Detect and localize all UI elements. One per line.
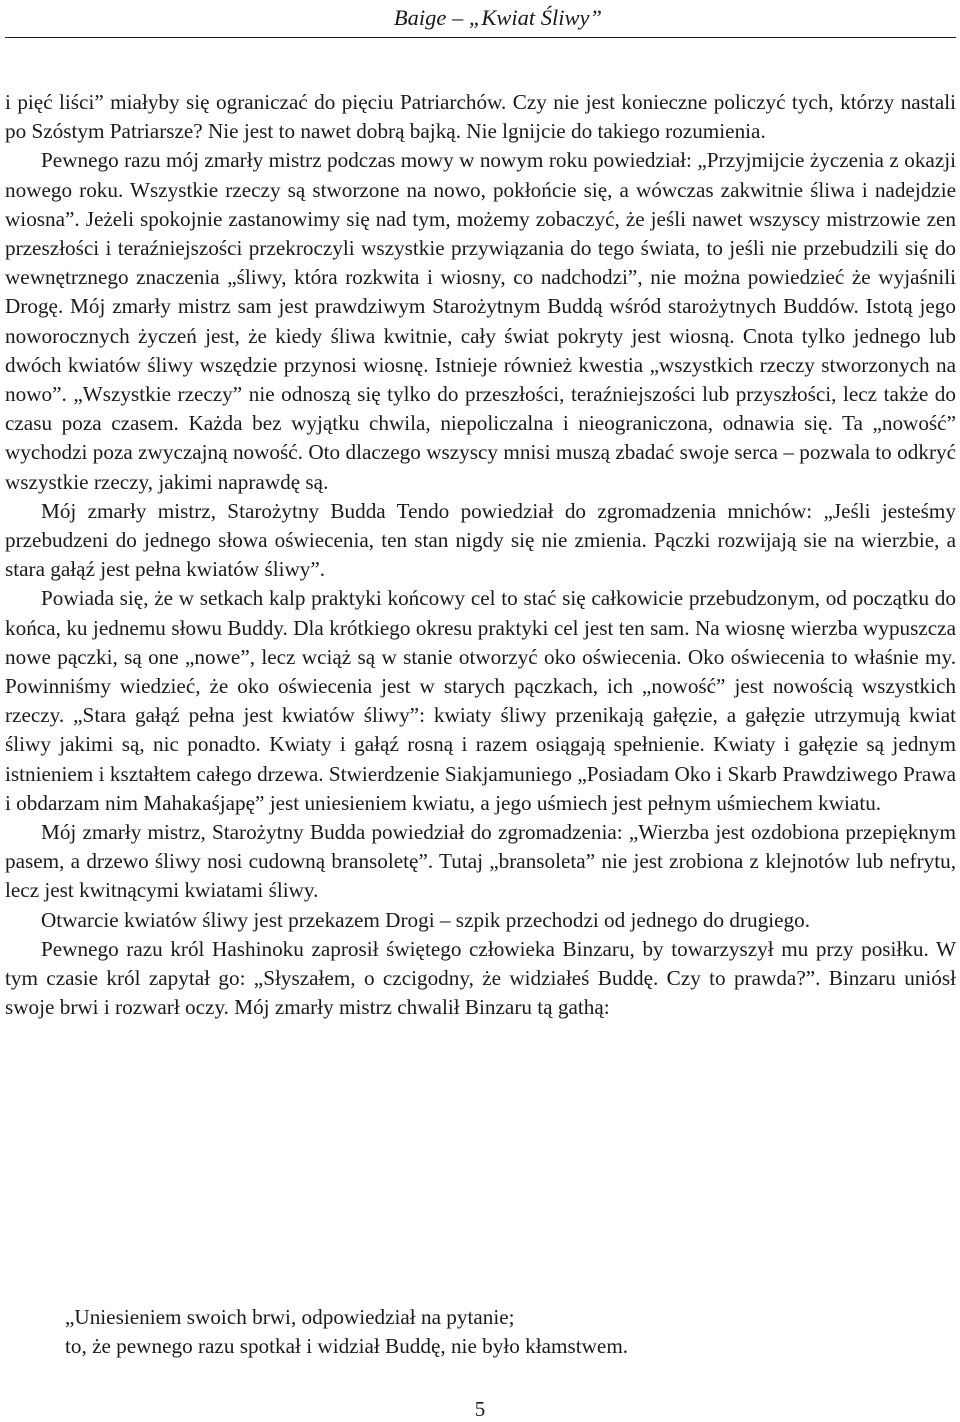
header-rule: [5, 37, 956, 38]
paragraph-new-year-speech: Pewnego razu mój zmarły mistrz podczas mowy w nowym roku powiedział: „Przyjmijcie życzenia z okazji nowego roku. Wszystkie rzeczy są stworzone na nowo, pokłońcie się, a wówczas zakwitnie śliwa i nadejdzie wiosna”. Jeżeli spokojnie zastanowimy się nad tym, możemy zobaczyć, że jeśli nawet wszyscy mistrzowie zen przeszłości i teraźniejszości przekroczyli wszystkie przywiązania do tego świata, to jeśli nie przebudzili się do wewnętrznego znaczenia „śliwy, która rozkwita i wiosny, co nadchodzi”, nie można powiedzieć że wyjaśnili Drogę. Mój zmarły mistrz sam jest prawdziwym Starożytnym Buddą wśród starożytnych Buddów. Istotą jego noworocznych życzeń jest, że kiedy śliwa kwitnie, cały świat pokryty jest wiosną. Cnota tylko jednego lub dwóch kwiatów śliwy wszędzie przynosi wiosnę. Istnieje również kwestia „wszystkich rzeczy stworzonych na nowo”. „Wszystkie rzeczy” nie odnoszą się tylko do przeszłości, teraźniejszości lub przyszłości, lecz także do czasu poza czasem. Każda bez wyjątku chwila, niepoliczalna i nieograniczona, odnawia się. Ta „nowość” wychodzi poza zwyczajną nowość. Oto dlaczego wszyscy mnisi muszą zbadać swoje serca – pozwala to odkryć wszystkie rzeczy, jakimi naprawdę są.: [5, 148, 956, 494]
gatha-line: to, że pewnego razu spotkał i widział Buddę, nie było kłamstwem.: [65, 1334, 629, 1359]
paragraph-transmission: Otwarcie kwiatów śliwy jest przekazem Drogi – szpik przechodzi od jednego do drugiego.: [41, 907, 810, 932]
gatha-verse: [65, 1303, 945, 1361]
running-header: Baige – „Kwiat Śliwy”: [393, 5, 602, 30]
paragraph-kalpas-practice: Powiada się, że w setkach kalp praktyki końcowy cel to stać się całkowicie przebudzonym, od początku do końca, ku jednemu słowu Buddy. Dla krótkiego okresu praktyki cel jest ten sam. Na wiosnę wierzba wypuszcza nowe pączki, są one „nowe”, lecz wciąż są w stanie otworzyć oko oświecenia. Oko oświecenia to właśnie my. Powinniśmy wiedzieć, że oko oświecenia jest w starych pączkach, ich „nowość” jest nowością wszystkich rzeczy. „Stara gałąź pełna jest kwiatów śliwy”: kwiaty śliwy przenikają gałęzie, a gałęzie utrzymują kwiat śliwy jakimi są, nic ponadto. Kwiaty i gałąź rosną i razem osiągają spełnienie. Kwiaty i gałęzie są jednym istnieniem i kształtem całego drzewa. Stwierdzenie Siakjamuniego „Posiadam Oko i Skarb Prawdziwego Prawa i obdarzam nim Mahakaśjapę” jest uniesieniem kwiatu, a jego uśmiech jest pełnym uśmiechem kwiatu.: [5, 586, 956, 815]
gatha-line: „Uniesieniem swoich brwi, odpowiedział na pytanie;: [65, 1305, 515, 1329]
paragraph-willow-bracelet: Mój zmarły mistrz, Starożytny Budda powiedział do zgromadzenia: „Wierzba jest ozdobiona przepięknym pasem, a drzewo śliwy nosi cudowną bransoletę”. Tutaj „bransoleta” nie jest zrobiona z klejnotów lub nefrytu, lecz jest kwitnącymi kwiatami śliwy.: [5, 820, 956, 903]
paragraph-tendo-assembly: Mój zmarły mistrz, Starożytny Budda Tendo powiedział do zgromadzenia mnichów: „Jeśli jesteśmy przebudzeni do jednego słowa oświecenia, ten stan nigdy się nie zmienia. Pączki rozwijają sie na wierzbie, a stara gałąź jest pełna kwiatów śliwy”.: [5, 498, 956, 582]
page-number: 5: [474, 1397, 486, 1421]
main-text: [5, 88, 956, 1023]
paragraph-king-hashinoku: Pewnego razu król Hashinoku zaprosił świętego człowieka Binzaru, by towarzyszył mu przy posiłku. W tym czasie król zapytał go: „Słyszałem, o czcigodny, że widziałeś Buddę. Czy to prawda?”. Binzaru uniósł swoje brwi i rozwarł oczy. Mój zmarły mistrz chwalił Binzaru tą gathą:: [5, 936, 956, 1020]
paragraph-continuation: i pięć liści” miałyby się ograniczać do pięciu Patriarchów. Czy nie jest konieczne policzyć tych, którzy nastali po Szóstym Patriarsze? Nie jest to nawet dobrą bajką. Nie lgnijcie do takiego rozumienia.: [5, 90, 956, 144]
